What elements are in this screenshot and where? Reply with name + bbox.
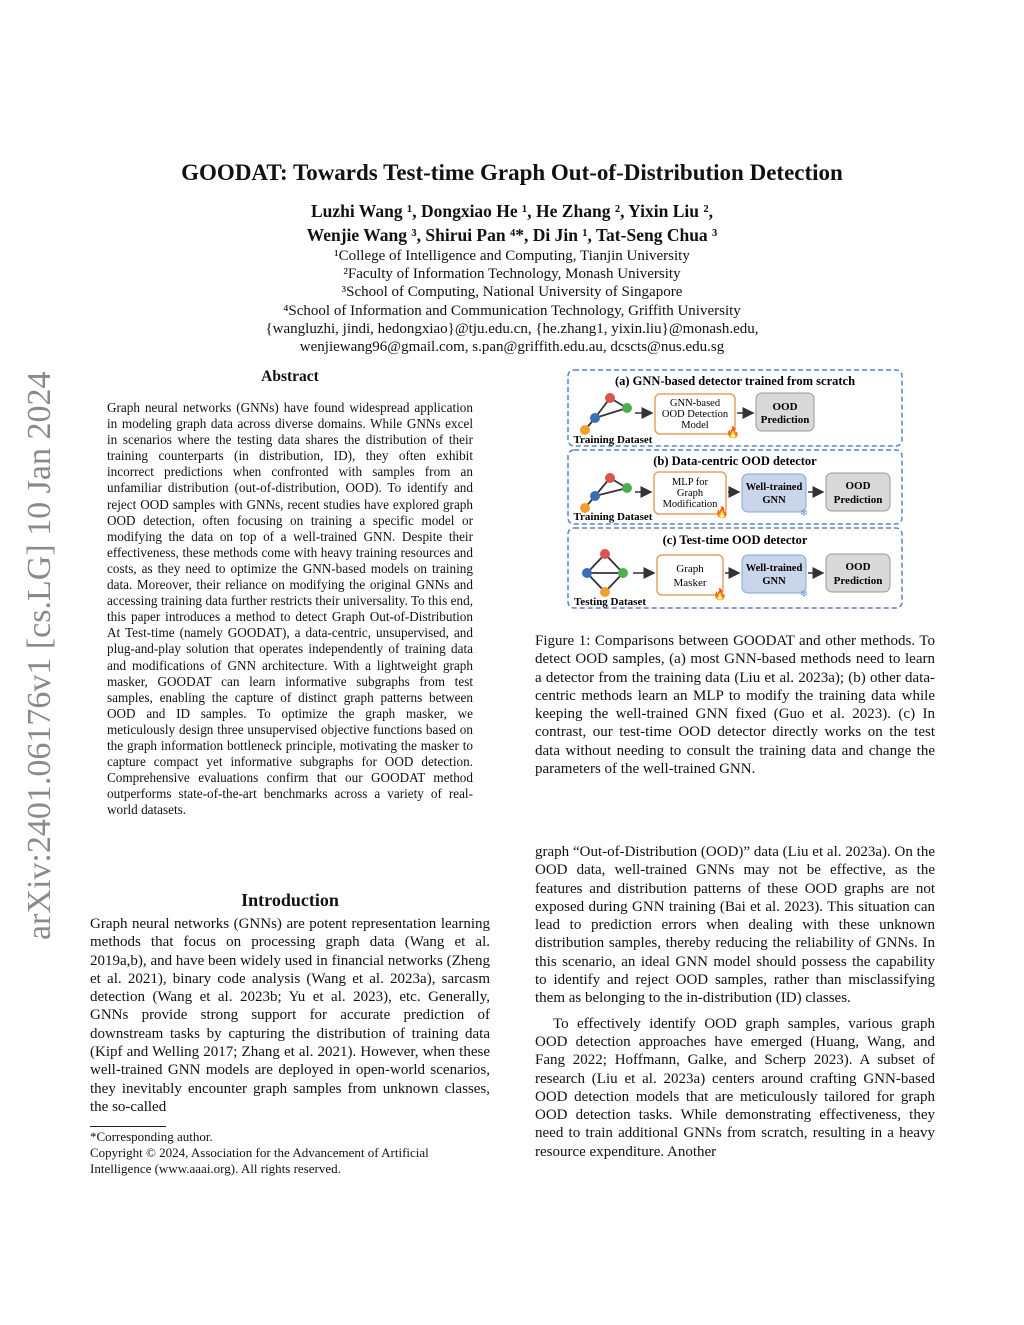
panel-c-box3-l1: OOD	[845, 561, 871, 573]
panel-c-box2-l2: GNN	[762, 576, 786, 587]
panel-a-box1-l1: GNN-based	[669, 398, 721, 409]
author-line-1: Luzhi Wang ¹, Dongxiao He ¹, He Zhang ², Yixin Liu ²,	[310, 201, 714, 221]
footnotes	[90, 1129, 490, 1177]
introduction-text: Graph neural networks (GNNs) are potent representation learning methods that focus on processing graph data (Wang et al. 2019a,b), and have been widely used in financial networks (Zheng et al. 2021), binary code analysis (Wang et al. 2023a), sarcasm detection (Wang et al. 2023b; Yu et al. 2023), etc. Generally, GNNs provide strong support for accurate prediction of downstream tasks by capturing the distribution of training data (Kipf and Welling 2017; Zhang et al. 2021). However, when these well-trained GNN models are deployed in open-world scenarios, they inevitably encounter graph samples from unknown classes, the so-called	[90, 916, 490, 1115]
panel-c-graph-icon	[582, 549, 628, 597]
panel-a-graph-icon	[580, 393, 632, 435]
panel-a-box1-l2: OOD Detection	[661, 409, 729, 420]
panel-c-title: (c) Test-time OOD detector	[662, 533, 808, 547]
panel-a-box1-l3: Model	[681, 420, 709, 431]
figure-1-caption: Figure 1: Comparisons between GOODAT and other methods. To detect OOD samples, (a) most GNN-based methods need to learn a detector from the training data (Liu et al. 2023a); (b) other data-centric methods learn an MLP to modify the training data while keeping the well-trained GNN fixed (Guo et al. 2023). (c) In contrast, our test-time OOD detector directly works on the test data without needing to consult the training data and change the parameters of the well-trained GNN.	[535, 633, 935, 778]
panel-c-dataset-label: Testing Dataset	[573, 596, 647, 608]
footnote-rule	[90, 1126, 166, 1127]
panel-b-gnn-box	[742, 474, 806, 512]
fire-icon: 🔥	[715, 507, 729, 519]
panel-b-box1-l3: Modification	[662, 499, 718, 510]
panel-c-box3-l2: Prediction	[833, 575, 883, 587]
panel-b-box3-l2: Prediction	[833, 494, 883, 506]
panel-a-dataset-label: Training Dataset	[573, 434, 653, 446]
panel-b-box2-l1: Well-trained	[745, 482, 803, 493]
affiliation-2: ²Faculty of Information Technology, Monash University	[343, 266, 681, 283]
panel-b-title: (b) Data-centric OOD detector	[653, 454, 817, 468]
panel-b-box3-l1: OOD	[845, 480, 871, 492]
panel-b-dataset-label: Training Dataset	[573, 511, 653, 523]
affiliation-3: ³School of Computing, National University of Singapore	[341, 284, 683, 301]
abstract-heading: Abstract	[261, 368, 319, 385]
right-paragraph-2: To effectively identify OOD graph samples, various graph OOD detection approaches have emerged (Huang, Wang, and Fang 2022; Hoffmann, Galke, and Scherp 2023). A subset of research (Liu et al. 2023a) centers around crafting GNN-based OOD detection models that are meticulously tailored for graph OOD detection tasks. While demonstrating effectiveness, they need to train additional GNNs from scratch, resulting in a heavy resource expenditure. Another	[535, 1015, 935, 1160]
corresponding-note: *Corresponding author.	[90, 1129, 213, 1144]
panel-c-box2-l1: Well-trained	[745, 563, 803, 574]
panel-a-title: (a) GNN-based detector trained from scratch	[614, 374, 856, 388]
affiliation-1: ¹College of Intelligence and Computing, Tianjin University	[334, 248, 690, 264]
panel-a-box2-l1: OOD	[772, 401, 798, 413]
panel-b-box1-l2: Graph	[676, 488, 704, 499]
paper-title: GOODAT: Towards Test-time Graph Out-of-Distribution Detection	[181, 160, 843, 185]
panel-b-graph-icon	[580, 473, 632, 513]
panel-b-box1-l1: MLP for	[671, 477, 709, 488]
panel-c-gnn-box	[742, 555, 806, 593]
figure-1	[565, 368, 905, 613]
arxiv-stamp: arXiv:2401.06176v1 [cs.LG] 10 Jan 2024	[21, 371, 58, 940]
emails-line-1: {wangluzhi, jindi, hedongxiao}@tju.edu.cn, {he.zhang1, yixin.liu}@monash.edu,	[265, 320, 759, 337]
panel-c-box1-l1: Graph	[676, 563, 704, 575]
abstract-text: Graph neural networks (GNNs) have found widespread application in modeling graph data across diverse domains. While GNNs excel in scenarios where the testing data shares the distribution of their training counterparts (in distribution, ID), they often exhibit incorrect predictions when confronted with samples from an unfamiliar distribution (out-of-distribution, OOD). To identify and reject OOD samples with GNNs, recent studies have explored graph OOD detection, often focusing on training a specific model or modifying the data on top of a well-trained GNN. Despite their effectiveness, these methods come with heavy training resources and costs, as they need to optimize the GNN-based models on training data. Moreover, their reliance on modifying the original GNNs and accessing training data further restricts their universality. To this end, this paper introduces a method to detect Graph Out-of-Distribution At Test-time (namely GOODAT), a data-centric, unsupervised, and plug-and-play solution that operates independently of training data and modifications of GNN architecture. With a lightweight graph masker, GOODAT can learn informative subgraphs from test samples, enabling the capture of distinct graph patterns between OOD and ID samples. To optimize the graph masker, we meticulously design three unsupervised objective functions based on the graph information bottleneck principle, motivating the masker to capture compact yet informative subgraphs for OOD detection. Comprehensive evaluations confirm that our GOODAT method outperforms state-of-the-art benchmarks across a variety of real-world datasets.	[107, 400, 473, 818]
fire-icon: 🔥	[713, 589, 727, 601]
copyright-note: Copyright © 2024, Association for the Advancement of Artificial Intelligence (www.aaai.org). All rights reserved.	[90, 1145, 429, 1176]
right-paragraph-1: graph “Out-of-Distribution (OOD)” data (Liu et al. 2023a). On the OOD data, well-trained GNNs may not be effective, as the features and distribution patterns of these OOD graphs are not exposed during GNN training (Bai et al. 2023). This situation can lead to prediction errors when dealing with these unknown distribution samples, thereby reducing the reliability of GNNs. In this scenario, an ideal GNN model should possess the capability to identify and reject OOD samples, rather than misclassifying them as belonging to the in-distribution (ID) classes.	[535, 844, 935, 1007]
right-column-text	[535, 843, 935, 1168]
author-line-2: Wenjie Wang ³, Shirui Pan ⁴*, Di Jin ¹, Tat-Seng Chua ³	[306, 225, 718, 245]
author-list	[0, 199, 1024, 247]
affiliations	[0, 247, 1024, 356]
panel-c-box1-l2: Masker	[673, 577, 707, 589]
snowflake-icon: ❄	[799, 508, 809, 519]
snowflake-icon: ❄	[799, 589, 809, 600]
emails-line-2: wenjiewang96@gmail.com, s.pan@griffith.edu.au, dcscts@nus.edu.sg	[299, 339, 725, 356]
figure-1-diagram	[565, 368, 905, 613]
panel-a-box2-l2: Prediction	[760, 414, 810, 426]
panel-b-box2-l2: GNN	[762, 495, 786, 506]
affiliation-4: ⁴School of Information and Communication Technology, Griffith University	[283, 302, 741, 319]
fire-icon: 🔥	[726, 427, 740, 439]
introduction-heading: Introduction	[241, 890, 339, 910]
